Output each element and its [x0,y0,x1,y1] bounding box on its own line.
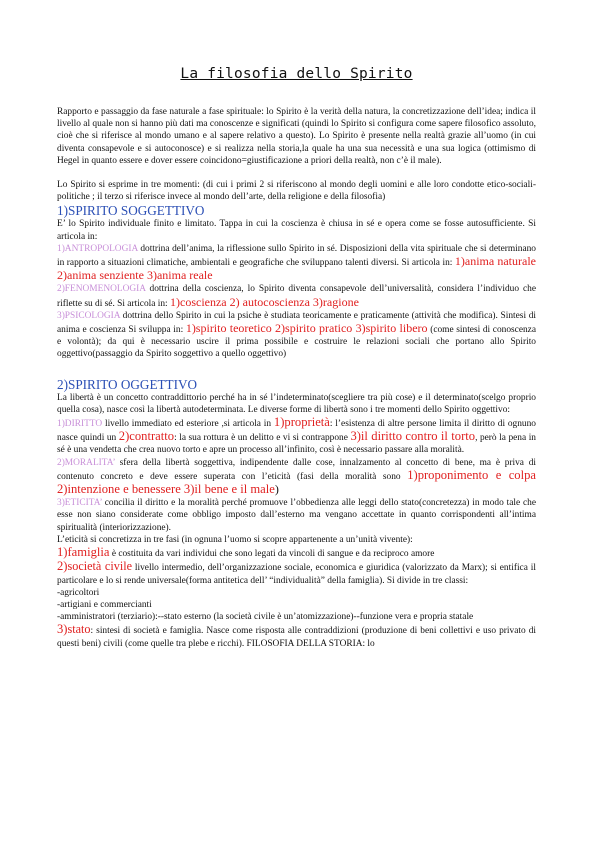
diritto-text-4: , però la pena in sé è una vendetta che crea nuovo torto e apre un processo all’infinito, così è necessario passare alla moralità. [57,433,536,456]
eticita-label: 3)ETICITA’ [57,498,102,509]
stato-label-num: 3) [57,622,68,637]
famiglia-label: 1)famiglia [57,545,110,560]
eticita-text: concilia il diritto e la moralità perché promuove l’obbedienza alle leggi dello stato(concretezza) in modo tale che esse non siano considerate come obbligo imposto dall’esterno ma vengano accettate in quanto corrispondenti all’intima spiritualità (interiorizzazione). [57,498,536,533]
oggettivo-intro: La libertà è un concetto contraddittorio perché ha in sé l’indeterminato(scegliere tra più cose) e il determinato(scelgo proprio quella cosa), nasce così la libertà autodeterminata. Le diverse forme di libertà sono i tre momenti dello Spirito oggettivo: [57,392,536,415]
psicologia-parts: 1)spirito teoretico 2)spirito pratico 3)spirito libero [185,321,428,336]
diritto-paragraph [57,416,536,457]
diritto-text-1: livello immediato ed esteriore ,si articola in [102,419,274,430]
antropologia-paragraph [57,243,536,284]
heading-spirito-soggettivo: 1)SPIRITO SOGGETTIVO [57,203,205,219]
psicologia-after: (come sintesi di conoscenza e volontà); da qui è necessario uscire il prima possibile e costruire le relazioni sociali che portano allo Spirito oggettivo(passaggio da Spirito soggettivo a quello oggettivo) [57,325,536,360]
moralita-parts: 1)proponimento e colpa 2)intenzione e benessere 3)il bene e il male [57,467,536,497]
societa-text: livello intermedio, dell’organizzazione sociale, economica e giuridica (valorizzato da Marx); si entifica il particolare e lo si rende universale(forma antitetica dell’ “individualità” della famiglia). Si divide in tre classi: [57,563,536,586]
stato-text: : sintesi di società e famiglia. Nasce come risposta alle contraddizioni (produzione di beni collettivi e uso privato di questi beni) civili (come quelle tra plebe e ricchi). FILOSOFIA DELLA STORIA: lo [57,626,536,649]
famiglia-paragraph [57,546,536,560]
antropologia-text: dottrina dell’anima, la riflessione sullo Spirito in sé. Disposizioni della vita spirituale che si determinano in rapporto a situazioni climatiche, ambientali e geografiche che sviluppano talenti diversi. Si articola in: [57,243,536,269]
stato-label: stato [67,622,91,637]
moralita-text: sfera della libertà soggettiva, indipendente dalle cose, innalzamento al concetto di bene, ma è priva di contenuto concreto e deve essere superata con l’eticità (fasi della moralità sono [57,457,536,482]
diritto-contratto: 2)contratto [118,429,175,444]
moralita-label: 2)MORALITA’ [57,457,115,468]
psicologia-paragraph [57,310,536,361]
psicologia-label: 3)PSICOLOGIA [57,310,121,321]
fenomenologia-text: dottrina della coscienza, lo Spirito diventa consapevole dell’universalità, considera l’individuo che riflette su di sé. Si articola in: [57,284,536,309]
fenomenologia-label: 2)FENOMENOLOGIA [57,284,146,295]
diritto-label: 1)DIRITTO [57,419,103,430]
moralita-after: ) [274,482,279,497]
societa-label-num: 2) [57,559,68,574]
antropologia-parts: 1)anima naturale 2)anima senziente 3)anima reale [57,254,536,283]
diritto-contro-torto: 3)il diritto contro il torto [350,429,476,444]
diritto-proprieta: 1)proprietà [273,415,330,430]
eticita-paragraph [57,497,536,534]
antropologia-label: 1)ANTROPOLOGIA [57,243,138,254]
page-title: La filosofia dello Spirito [180,66,413,82]
classe-item: -artigiani e commercianti [57,599,152,610]
stato-paragraph [57,623,536,649]
three-moments-paragraph: Lo Spirito si esprime in tre momenti: (di cui i primi 2 si riferiscono al mondo degli uomini e alle loro condotte etico-sociali-politiche ; il terzo si riferisce invece al mondo dell’arte, della religione e della filosofia) [57,180,536,203]
psicologia-text: dottrina dello Spirito in cui la psiche è studiata teoricamente e praticamente (attività che modifica). Sintesi di anima e coscienza Si sviluppa in: [57,310,536,336]
intro-paragraph: Rapporto e passaggio da fase naturale a fase spirituale: lo Spirito è la verità della natura, la concretizzazione dell’idea; indica il livello al quale non si hanno più dati ma conoscenze e significati (quindi lo Spirito si configura come sapere filosofico assoluto, cioè che si riferisce al mondo umano e al sapere relativo a questo). Lo Spirito è presente nella realtà grazie all’uomo (in cui diventa consapevole e si autoconosce) e si realizza nella storia,la quale ha una sua necessità e una sua logica (ottimismo di Hegel in quanto essere e dover essere coincidono=giustificazione a priori della realtà, non c’è il male). [57,107,536,166]
classe-item: -amministratori (terziario):--stato esterno (la società civile è un’atomizzazione)--funzione vera e propria statale [57,612,474,623]
societa-paragraph [57,560,536,586]
famiglia-text: è costituita da vari individui che sono legati da vincoli di sangue e da reciproco amore [109,549,435,560]
societa-label: società civile [67,559,133,574]
fenomenologia-parts: 1)coscienza 2) autocoscienza 3)ragione [170,294,359,309]
soggettivo-intro: E’ lo Spirito individuale finito e limitato. Tappa in cui la coscienza è chiusa in sé e opera come se fosse autosufficiente. Si articola in: [57,219,536,242]
heading-spirito-oggettivo: 2)SPIRITO OGGETTIVO [57,376,198,392]
fenomenologia-paragraph [57,283,536,309]
diritto-text-3: : la sua rottura è un delitto e vi si contrappone [174,433,351,444]
classe-item: -agricoltori [57,587,100,598]
eticita-fasi: L’eticità si concretizza in tre fasi (in ognuna l’uomo si scopre appartenente a un’unità vivente): [57,534,413,545]
diritto-text-2: : l’esistenza di altre persone limita il diritto di ognuno nasce quindi un [57,419,536,444]
moralita-paragraph [57,457,536,498]
